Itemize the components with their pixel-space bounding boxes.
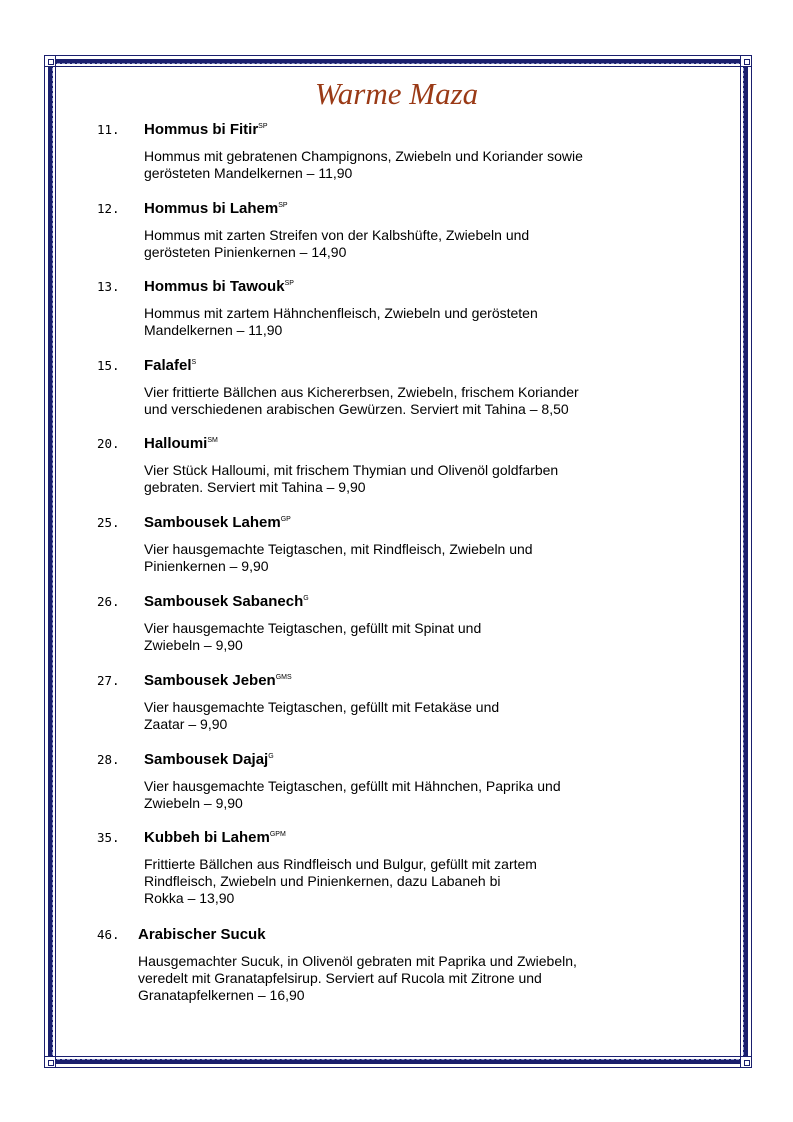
- item-number: 26.: [97, 594, 120, 609]
- corner-ornament-tl: [44, 55, 56, 67]
- item-description: Hommus mit zarten Streifen von der Kalbshüfte, Zwiebeln und gerösteten Pinienkernen – 14,90: [144, 227, 530, 260]
- allergen-codes: SP: [278, 202, 288, 209]
- item-name: Kubbeh bi Lahem$^{GPM}$: [144, 829, 286, 846]
- allergen-codes: SM: [207, 437, 218, 444]
- item-name: Arabischer Sucuk: [138, 926, 266, 943]
- corner-ornament-tr: [740, 55, 752, 67]
- item-name: Hommus bi Tawouk$^{SP}$: [144, 278, 294, 295]
- item-number: 27.: [97, 673, 120, 688]
- item-description: Vier hausgemachte Teigtaschen, gefüllt mit Hähnchen, Paprika und Zwiebeln – 9,90: [144, 778, 561, 811]
- allergen-codes: GP: [280, 516, 291, 523]
- item-number: 20.: [97, 436, 120, 451]
- allergen-codes: G: [268, 753, 274, 760]
- item-name: Sambousek Lahem$^{GP}$: [144, 514, 291, 531]
- item-name: Sambousek Sabanech$^G$: [144, 593, 309, 610]
- item-name: Hommus bi Lahem$^{SP}$: [144, 200, 288, 217]
- allergen-codes: GPM: [269, 831, 286, 838]
- allergen-codes: SP: [258, 123, 268, 130]
- item-description: Vier hausgemachte Teigtaschen, gefüllt mit Spinat und Zwiebeln – 9,90: [144, 620, 482, 653]
- item-number: 28.: [97, 752, 120, 767]
- item-name: Sambousek Dajaj$^G$: [144, 751, 274, 768]
- item-number: 35.: [97, 830, 120, 845]
- allergen-codes: SP: [284, 280, 294, 287]
- corner-ornament-br: [740, 1056, 752, 1068]
- item-number: 46.: [97, 927, 120, 942]
- item-number: 11.: [97, 122, 120, 137]
- item-description: Hausgemachter Sucuk, in Olivenöl gebraten mit Paprika und Zwiebeln, veredelt mit Granatapfelsirup. Serviert auf Rucola mit Zitrone und Granatapfelkernen – 16,90: [138, 953, 577, 1003]
- menu-section-title: Warme Maza: [314, 76, 479, 111]
- item-description: Frittierte Bällchen aus Rindfleisch und Bulgur, gefüllt mit zartem Rindfleisch, Zwiebeln und Pinienkernen, dazu Labaneh bi Rokka – 13,90: [144, 856, 537, 906]
- item-description: Hommus mit gebratenen Champignons, Zwiebeln und Koriander sowie gerösteten Mandelkernen – 11,90: [144, 148, 583, 181]
- item-number: 15.: [97, 358, 120, 373]
- item-description: Hommus mit zartem Hähnchenfleisch, Zwiebeln und gerösteten Mandelkernen – 11,90: [144, 305, 538, 338]
- item-name: Sambousek Jeben$^{GMS}$: [144, 672, 292, 689]
- item-description: Vier Stück Halloumi, mit frischem Thymian und Olivenöl goldfarben gebraten. Serviert mit Tahina – 9,90: [144, 462, 559, 495]
- corner-ornament-bl: [44, 1056, 56, 1068]
- allergen-codes: GMS: [275, 674, 292, 681]
- allergen-codes: G: [303, 595, 309, 602]
- item-description: Vier frittierte Bällchen aus Kichererbsen, Zwiebeln, frischem Koriander und verschiedenen arabischen Gewürzen. Serviert mit Tahina – 8,50: [144, 384, 579, 417]
- item-name: Hommus bi Fitir$^{SP}$: [144, 121, 268, 138]
- item-name: Falafel$^S$: [144, 357, 197, 374]
- item-number: 25.: [97, 515, 120, 530]
- item-name: Halloumi℠: [144, 435, 218, 452]
- allergen-codes: S: [191, 359, 197, 366]
- item-number: 13.: [97, 279, 120, 294]
- item-description: Vier hausgemachte Teigtaschen, mit Rindfleisch, Zwiebeln und Pinienkernen – 9,90: [144, 541, 533, 574]
- item-number: 12.: [97, 201, 120, 216]
- item-description: Vier hausgemachte Teigtaschen, gefüllt mit Fetakäse und Zaatar – 9,90: [144, 699, 500, 732]
